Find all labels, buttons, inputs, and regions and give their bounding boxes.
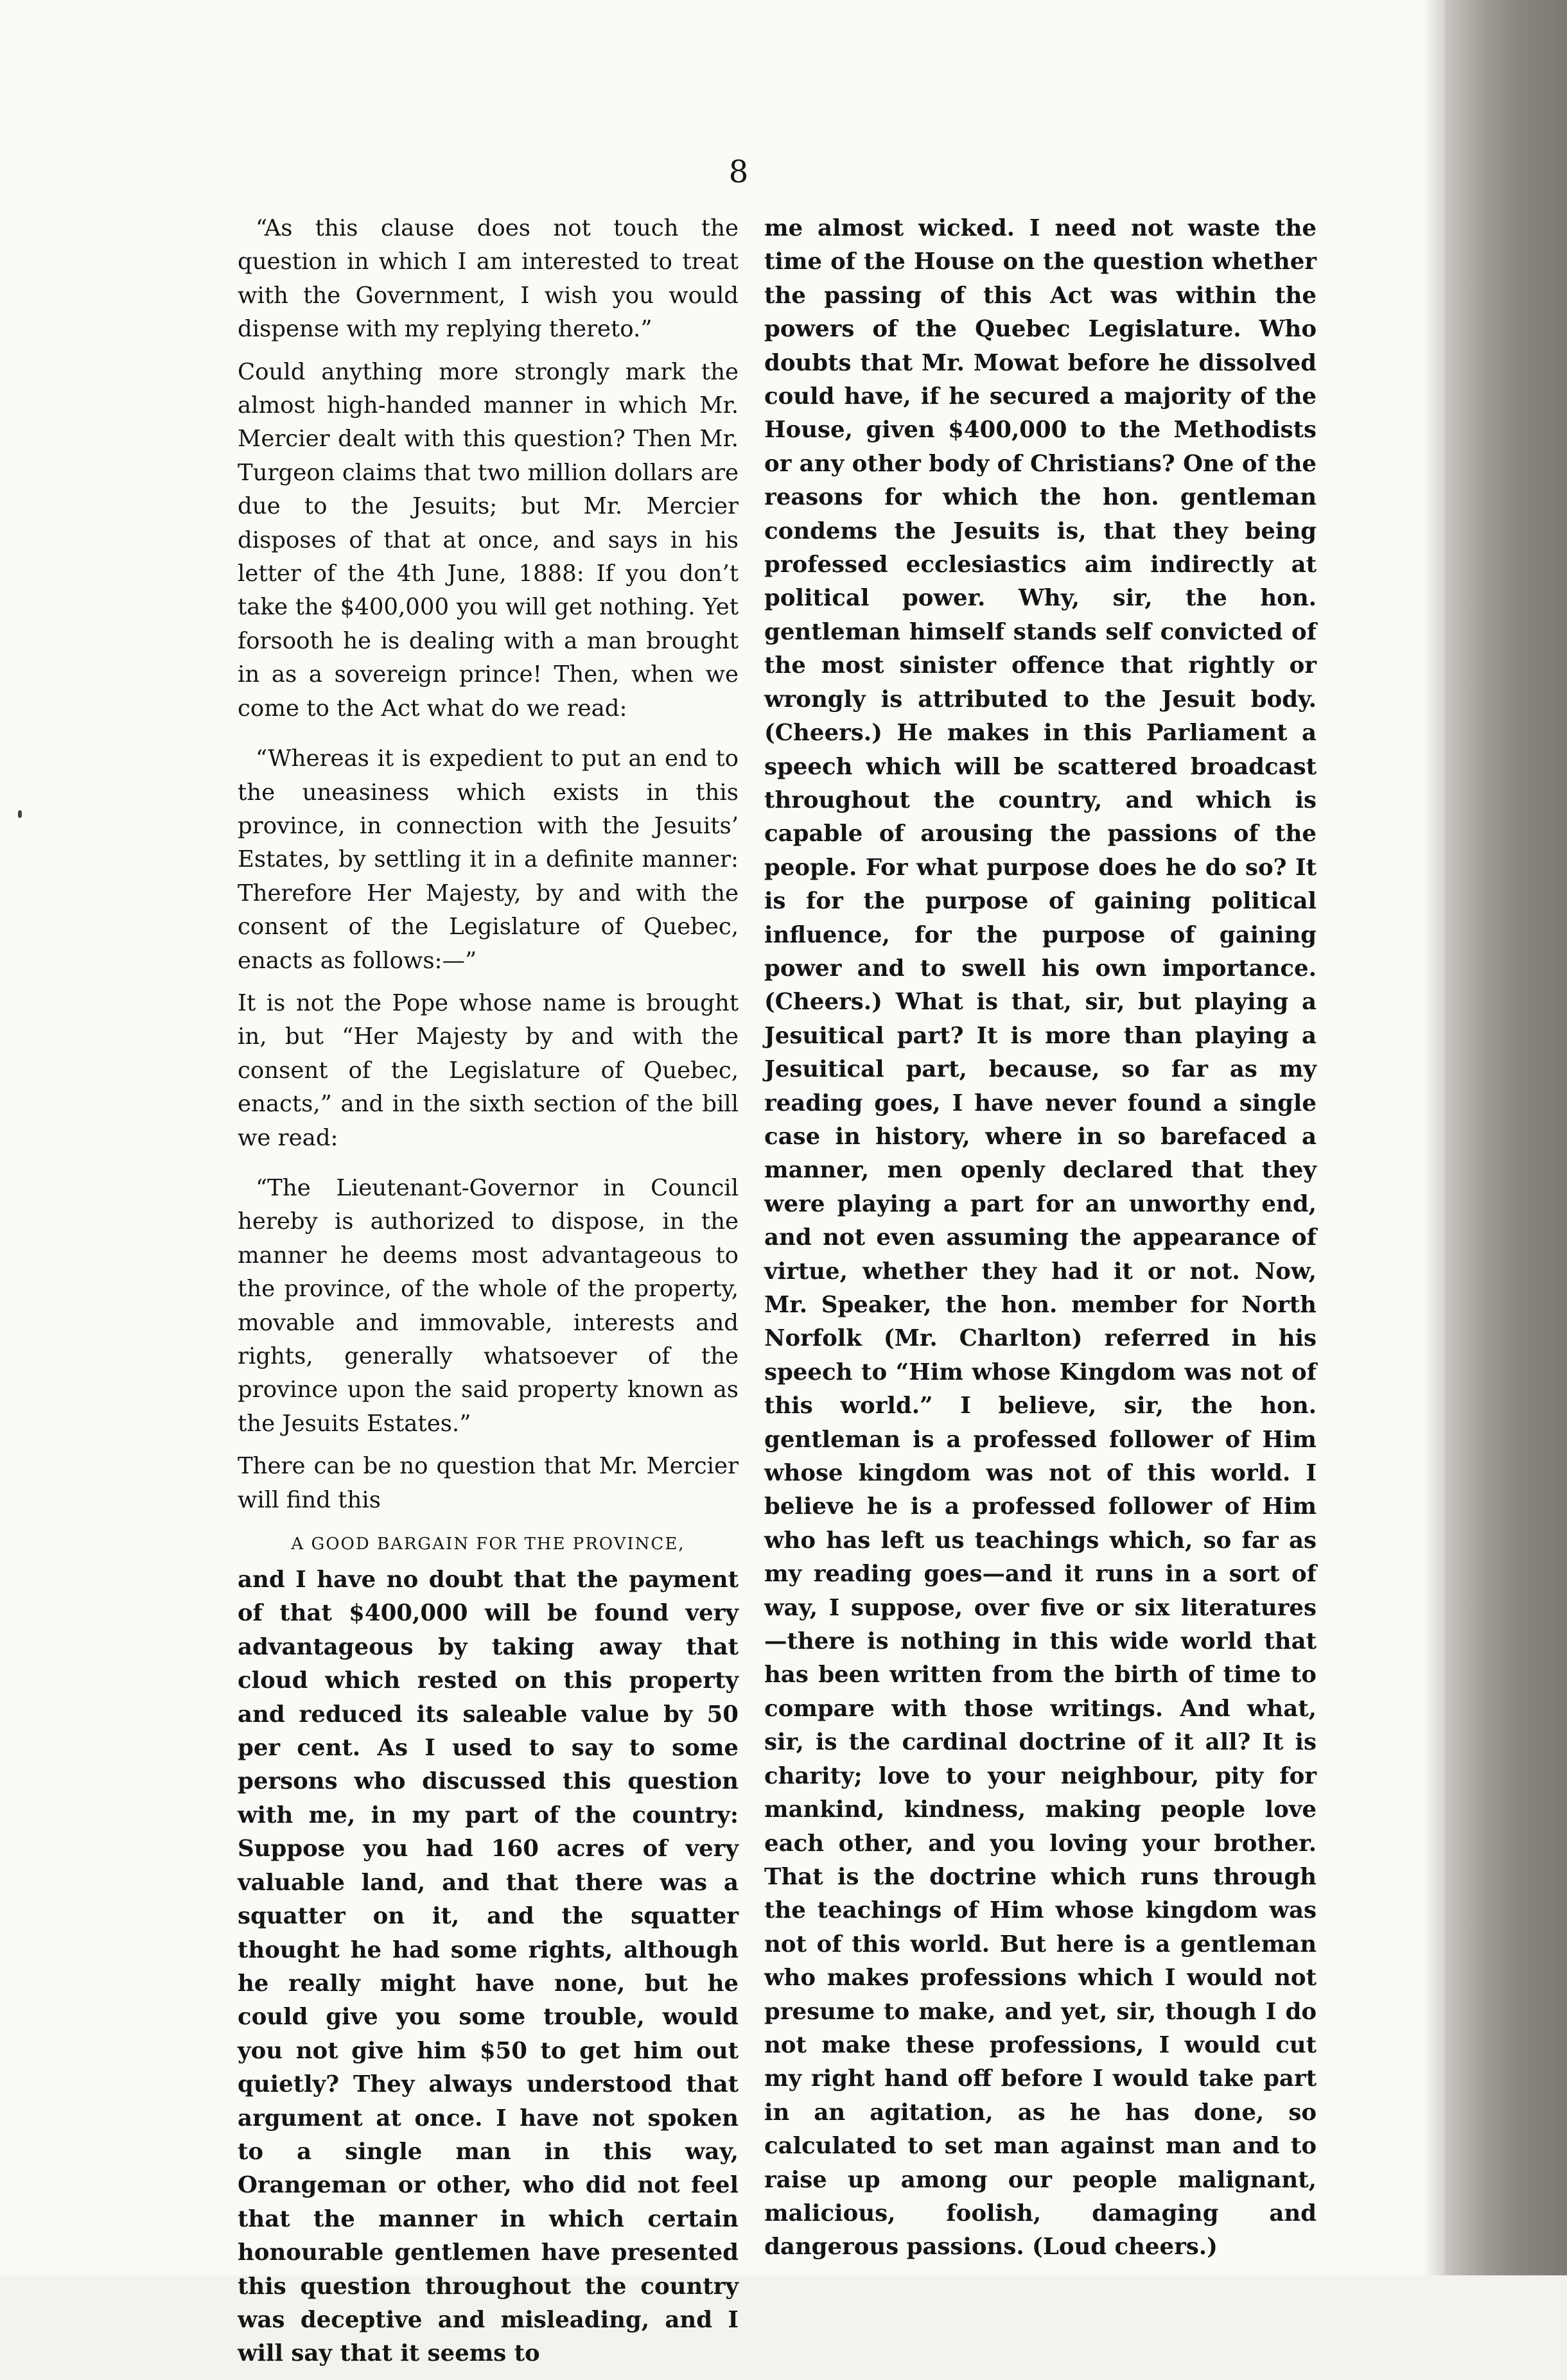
scan-margin-mark <box>18 810 22 818</box>
page-edge-shadow <box>1423 0 1448 2275</box>
page-number: 8 <box>728 154 749 190</box>
body-paragraph: There can be no question that Mr. Mercier will find this <box>238 1453 739 1513</box>
body-paragraph: Could anything more strongly mark the almost high-handed manner in which Mr. Mercier dealt with this question? Then Mr. Turgeon claims that two million dollars are due to the Jesuits; but Mr. Mercier disposes of that at once, and says in his letter of the 4th June, 1888: If you don’t take the $400,000 you will get nothing. Yet forsooth he is dealing with a man brought in as a sovereign prince! Then, when we come to the Act what do we read: <box>238 358 739 722</box>
body-paragraph: me almost wicked. I need not waste the time of the House on the question whether the passing of this Act was within the powers of the Quebec Legislature. Who doubts that Mr. Mowat before he dissolved could have, if he secured a majority of the House, given $400,000 to the Methodists or any other body of Christians? One of the reasons for which the hon. gentleman condems the Jesuits is, that they being professed ecclesiastics aim indirectly at political power. Why, sir, the hon. gentleman himself stands self convicted of the most sinister offence that rightly or wrongly is attributed to the Jesuit body. (Cheers.) He makes in this Parliament a speech which will be scattered broadcast throughout the country, and which is capable of arousing the passions of the people. For what purpose does he do so? It is for the purpose of gaining political influence, for the purpose of gaining power and to swell his own importance. (Cheers.) What is that, sir, but playing a Jesuitical part? It is more than playing a Jesuitical part, because, so far as my reading goes, I have never found a single case in history, where in so barefaced a manner, men openly declared that they were playing a part for an unworthy end, and not even assuming the appearance of virtue, whether they had it or not. Now, Mr. Speaker, the hon. member for North Norfolk (Mr. Charlton) referred in his speech to “Him whose Kingdom was not of this world.” I believe, sir, the hon. gentleman is a professed follower of Him whose kingdom was not of this world. I believe he is a professed follower of Him who has left us teachings which, so far as my reading goes—and it runs in a sort of way, I suppose, over five or six literatures —there is nothing in this wide world that has been written from the birth of time to compare with those writings. And what, sir, is the cardinal doctrine of it all? It is charity; love to your neighbour, pity for mankind, kindness, making people love each other, and you loving your brother. That is the doctrine which runs through the teachings of Him whose kingdom was not of this world. But here is a gentleman who makes professions which I would not presume to make, and yet, sir, though I do not make these professions, I would cut my right hand off before I would take part in an agitation, as he has done, so calculated to set man against man and to raise up among our people malignant, malicious, foolish, damaging and dangerous passions. (Loud cheers.) <box>764 215 1317 2261</box>
quote-paragraph: “Whereas it is expedient to put an end to the uneasiness which exists in this province, in connection with the Jesuits’ Estates, by settling it in a definite manner: Therefore Her Majesty, by and with the consent of the Legislature of Quebec, enacts as follows:—” <box>238 745 739 974</box>
scan-background-edge <box>1445 0 1567 2275</box>
left-column <box>238 212 739 2380</box>
quote-paragraph: “The Lieutenant-Governor in Council hereby is authorized to dispose, in the manner he deems most advantageous to the province, of the whole of the property, movable and immovable, interests and rights, generally whatsoever of the province upon the said property known as the Jesuits Estates.” <box>238 1174 739 1437</box>
body-paragraph: and I have no doubt that the payment of that $400,000 will be found very advantageous by taking away that cloud which rested on this property and reduced its saleable value by 50 per cent. As I used to say to some persons who discussed this question with me, in my part of the country: Suppose you had 160 acres of very valuable land, and that there was a squatter on it, and the squatter thought he had some rights, although he really might have none, but he could give you some trouble, would you not give him $50 to get him out quietly? They always understood that argument at once. I have not spoken to a single man in this way, Orangeman or other, who did not feel that the manner in which certain honourable gentlemen have presented this question throughout the country was deceptive and misleading, and I will say that it seems to <box>238 1567 739 2367</box>
section-subheading: A GOOD BARGAIN FOR THE PROVINCE, <box>291 1534 685 1554</box>
body-paragraph: It is not the Pope whose name is brought in, but “Her Majesty by and with the consent of the Legislature of Quebec, enacts,” and in the sixth section of the bill we read: <box>238 989 739 1151</box>
right-column <box>764 212 1317 2273</box>
quote-paragraph: “As this clause does not touch the question in which I am interested to treat with the Government, I wish you would dispense with my replying thereto.” <box>238 215 739 343</box>
